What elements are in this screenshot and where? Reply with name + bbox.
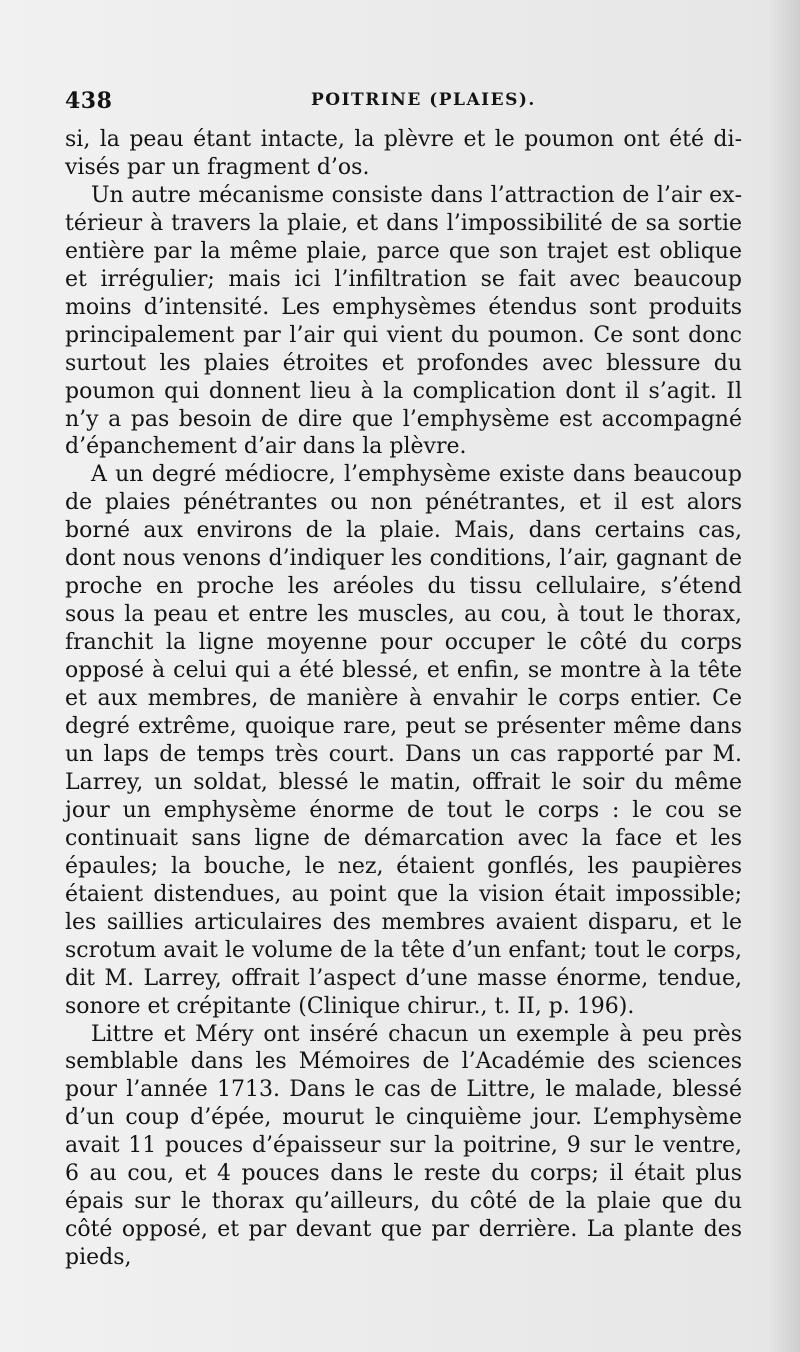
- page-edge-shadow: [768, 0, 800, 1352]
- paragraph-continuation: si, la peau étant intacte, la plèvre et le poumon ont été divisés par un fragment d’os.: [65, 127, 742, 180]
- paragraph-mechanism: Un autre mécanisme consiste dans l’attraction de l’air extérieur à travers la plaie, et dans l’impossibilité de sa sortie entière par la même plaie, parce que son trajet est oblique et irrégulier; mais ici l’infiltration se fait avec beaucoup moins d’intensité. Les emphysèmes étendus sont produits principalement par l’air qui vient du poumon. Ce sont donc surtout les plaies étroites et profondes avec blessure du poumon qui donnent lieu à la complication dont il s’agit. Il n’y a pas besoin de dire que l’emphysème est accompagné d’épanchement d’air dans la plèvre.: [65, 182, 742, 460]
- body-text: [65, 126, 742, 1272]
- paragraph-degree: A un degré médiocre, l’emphysème existe dans beaucoup de plaies pénétrantes ou non pénétrantes, et il est alors borné aux environs de la plaie. Mais, dans certains cas, dont nous venons d’indiquer les conditions, l’air, gagnant de proche en proche les aréoles du tissu cellulaire, s’étend sous la peau et entre les muscles, au cou, à tout le thorax, franchit la ligne moyenne pour occuper le côté du corps opposé à celui qui a été blessé, et enfin, se montre à la tête et aux membres, de manière à envahir le corps entier. Ce degré extrême, quoique rare, peut se présenter même dans un laps de temps très court. Dans un cas rapporté par M. Larrey, un soldat, blessé le matin, offrait le soir du même jour un emphysème énorme de tout le corps : le cou se continuait sans ligne de démarcation avec la face et les épaules; la bouche, le nez, étaient gonflés, les paupières étaient distendues, au point que la vision était impossible; les saillies articulaires des membres avaient disparu, et le scrotum avait le volume de la tête d’un enfant; tout le corps, dit M. Larrey, offrait l’aspect d’une masse énorme, tendue, sonore et crépitante (Clinique chirur., t. II, p. 196).: [65, 462, 742, 1019]
- running-head: POITRINE (PLAIES).: [311, 90, 536, 110]
- paragraph-littre-mery: Littre et Méry ont inséré chacun un exemple à peu près semblable dans les Mémoires de l’Académie des sciences pour l’année 1713. Dans le cas de Littre, le malade, blessé d’un coup d’épée, mourut le cinquième jour. L’emphysème avait 11 pouces d’épaisseur sur la poitrine, 9 sur le ventre, 6 au cou, et 4 pouces dans le reste du corps; il était plus épais sur le thorax qu’ailleurs, du côté de la plaie que du côté opposé, et par devant que par derrière. La plante des pieds,: [65, 1021, 742, 1271]
- page-header: [65, 88, 745, 118]
- page-number: 438: [65, 88, 113, 114]
